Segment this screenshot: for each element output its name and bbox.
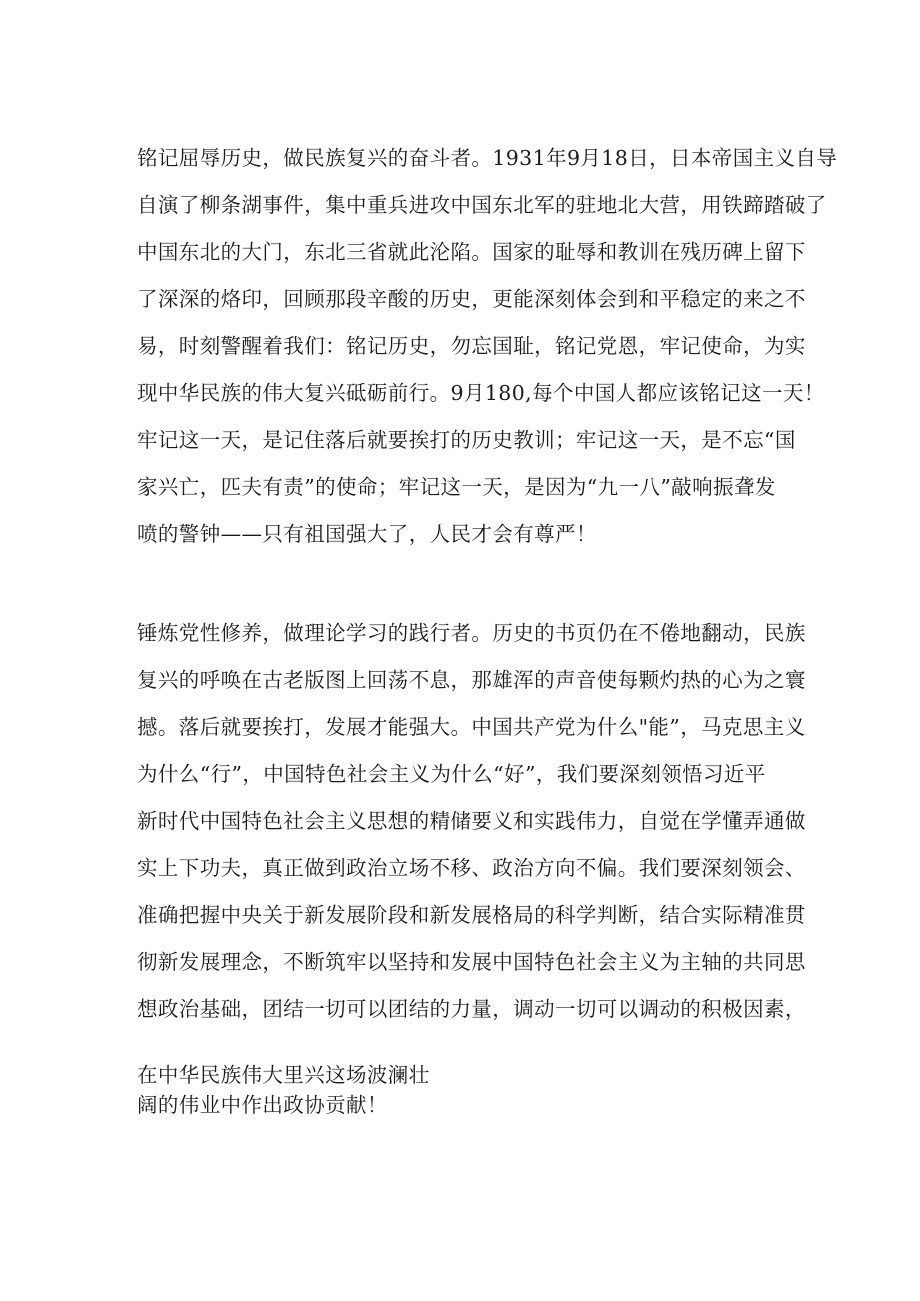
- paragraph-remember-history: [137, 135, 838, 558]
- text-line: 锤炼党性修养，做理论学习的践行者。历史的书页仍在不倦地翻动，民族: [137, 621, 806, 645]
- text-line: 阔的伟业中作出政协贡献！: [137, 1093, 388, 1117]
- text-line: 自演了柳条湖事件，集中重兵进攻中国东北军的驻地北大营，用铁蹄踏破了: [137, 193, 827, 217]
- text-line: 在中华民族伟大里兴这场波澜壮: [137, 1063, 430, 1087]
- text-line: 准确把握中央关于新发展阶段和新发展格局的科学判断，结合实际精准贯: [137, 903, 806, 927]
- text-line: 现中华民族的伟大复兴砥砺前行。9月180,每个中国人都应该铭记这一天！: [137, 381, 825, 405]
- paragraph-party-spirit: [137, 610, 806, 1033]
- text-line: 为什么“行”，中国特色社会主义为什么“好”，我们要深刻领悟习近平: [137, 762, 766, 786]
- text-line: 易，时刻警醒着我们：铭记历史，勿忘国耻，铭记党恩，牢记使命，为实: [137, 334, 806, 358]
- text-line: 了深深的烙印，回顾那段辛酸的历史，更能深刻体会到和平稳定的来之不: [137, 287, 806, 311]
- text-line: 新时代中国特色社会主义思想的精储要义和实践伟力，自觉在学懂弄通做: [137, 809, 806, 833]
- paragraph-closing: [137, 1060, 537, 1120]
- text-line: 家兴亡，匹夫有责”的使命；牢记这一天，是因为“九一八”敲响振聋发: [137, 475, 776, 499]
- text-line: 复兴的呼唤在古老版图上回荡不息，那雄浑的声音使每颗灼热的心为之寰: [137, 668, 806, 692]
- text-line: 实上下功夫，真正做到政治立场不移、政治方向不偏。我们要深刻领会、: [137, 856, 806, 880]
- text-line: 想政治基础，团结一切可以团结的力量，调动一切可以调动的积极因素，: [137, 997, 806, 1021]
- text-line: 铭记屈辱历史，做民族复兴的奋斗者。1931年9月18日，日本帝国主义自导: [137, 146, 838, 170]
- text-line: 撼。落后就要挨打，发展才能强大。中国共产党为什么"能”，马克思主义: [137, 715, 806, 739]
- text-line: 彻新发展理念，不断筑牢以坚持和发展中国特色社会主义为主轴的共同思: [137, 950, 806, 974]
- text-line: 喷的警钟——只有祖国强大了，人民才会有尊严！: [137, 522, 597, 546]
- text-line: 中国东北的大门，东北三省就此沦陷。国家的耻辱和教训在残历碑上留下: [137, 240, 806, 264]
- text-line: 牢记这一天，是记住落后就要挨打的历史教训；牢记这一天，是不忘“国: [137, 428, 796, 452]
